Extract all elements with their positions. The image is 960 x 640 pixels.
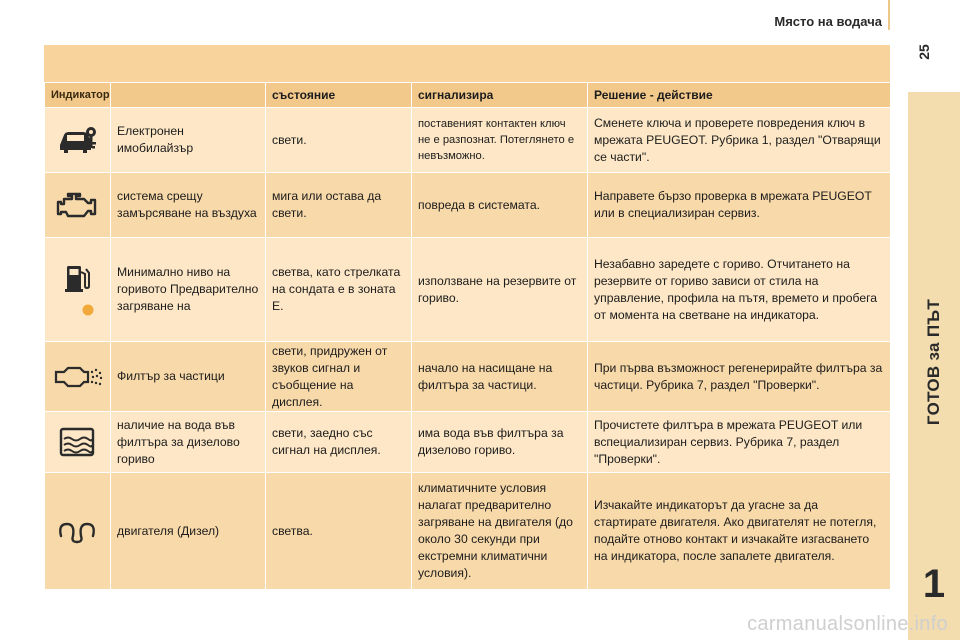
water-in-fuel-icon	[45, 425, 110, 459]
indicator-action: Направете бързо проверка в мрежата PEUGEOT или в специализиран сервиз.	[588, 173, 891, 238]
table-row	[45, 473, 891, 590]
indicator-state: свети, заедно със сигнал на дисплея.	[266, 412, 412, 473]
indicator-name: двигателя (Дизел)	[111, 473, 266, 590]
indicator-icon-cell	[45, 238, 111, 342]
chapter-number: 1	[922, 562, 946, 606]
indicator-name: Филтър за частици	[111, 342, 266, 412]
indicator-state: свети, придружен от звуков сигнал и съобщение на дисплея.	[266, 342, 412, 412]
indicator-table	[44, 82, 891, 590]
page-number: 25	[916, 44, 933, 60]
table-row	[45, 238, 891, 342]
car-key-icon	[45, 123, 110, 157]
fuel-pump-icon	[45, 260, 110, 320]
table-top-band	[44, 45, 890, 82]
indicator-table-container	[44, 45, 890, 590]
table-row	[45, 173, 891, 238]
indicator-icon-cell	[45, 412, 111, 473]
indicator-signal: повреда в системата.	[412, 173, 588, 238]
indicator-name: наличие на вода във филтъра за дизелово гориво	[111, 412, 266, 473]
indicator-signal: поставеният контактен ключ не е разпознат. Потеглянето е невъзможно.	[412, 108, 588, 173]
header-action: Решение - действие	[588, 83, 891, 108]
indicator-name: система срещу замърсяване на въздуха	[111, 173, 266, 238]
table-row	[45, 342, 891, 412]
indicator-state: светва.	[266, 473, 412, 590]
indicator-icon-cell	[45, 108, 111, 173]
watermark: carmanualsonline.info	[747, 613, 948, 635]
header-divider	[888, 0, 890, 30]
chapter-sidebar	[908, 92, 960, 640]
indicator-name: Електронен имобилайзър	[111, 108, 266, 173]
engine-icon	[45, 190, 110, 220]
glow-plug-icon	[45, 516, 110, 546]
indicator-signal: има вода във филтъра за дизелово гориво.	[412, 412, 588, 473]
indicator-action: Незабавно заредете с гориво. Отчитането на резервите от гориво зависи от стила на управление, профила на пътя, времето и пробега от момента на светване на индикатора.	[588, 238, 891, 342]
indicator-signal: използване на резервите от гориво.	[412, 238, 588, 342]
table-row	[45, 108, 891, 173]
indicator-icon-cell	[45, 342, 111, 412]
chapter-title-container	[908, 197, 960, 527]
header-name	[111, 83, 266, 108]
indicator-state: светва, като стрелката на сондата е в зоната E.	[266, 238, 412, 342]
indicator-name: Минимално ниво на горивото Предварително загряване на	[111, 238, 266, 342]
particle-filter-icon	[45, 364, 110, 390]
chapter-title: ГОТОВ за ПЪТ	[924, 298, 943, 426]
indicator-action: При първа възможност регенерирайте филтъра за частици. Рубрика 7, раздел "Проверки".	[588, 342, 891, 412]
table-row	[45, 412, 891, 473]
page-header-title: Място на водача	[774, 14, 882, 29]
indicator-action: Изчакайте индикаторът да угасне за да стартирате двигателя. Ако двигателят не потегля, подайте отново контакт и изчакайте изгасването на индикатора, после запалете двигателя.	[588, 473, 891, 590]
header-signal: сигнализира	[412, 83, 588, 108]
indicator-icon-cell	[45, 173, 111, 238]
header-state: състояние	[266, 83, 412, 108]
indicator-state: свети.	[266, 108, 412, 173]
header-indicator: Индикатор	[45, 83, 111, 108]
indicator-action: Сменете ключа и проверете повредения ключ в мрежата PEUGEOT. Рубрика 1, раздел "Отварящи се части".	[588, 108, 891, 173]
indicator-action: Прочистете филтъра в мрежата PEUGEOT или вспециализиран сервиз. Рубрика 7, раздел "Проверки".	[588, 412, 891, 473]
indicator-signal: климатичните условия налагат предварително загряване на двигателя (до около 30 секунди при екстремни климатични условия).	[412, 473, 588, 590]
indicator-icon-cell	[45, 473, 111, 590]
table-header-row	[45, 83, 891, 108]
indicator-state: мига или остава да свети.	[266, 173, 412, 238]
indicator-signal: начало на насищане на филтъра за частици.	[412, 342, 588, 412]
